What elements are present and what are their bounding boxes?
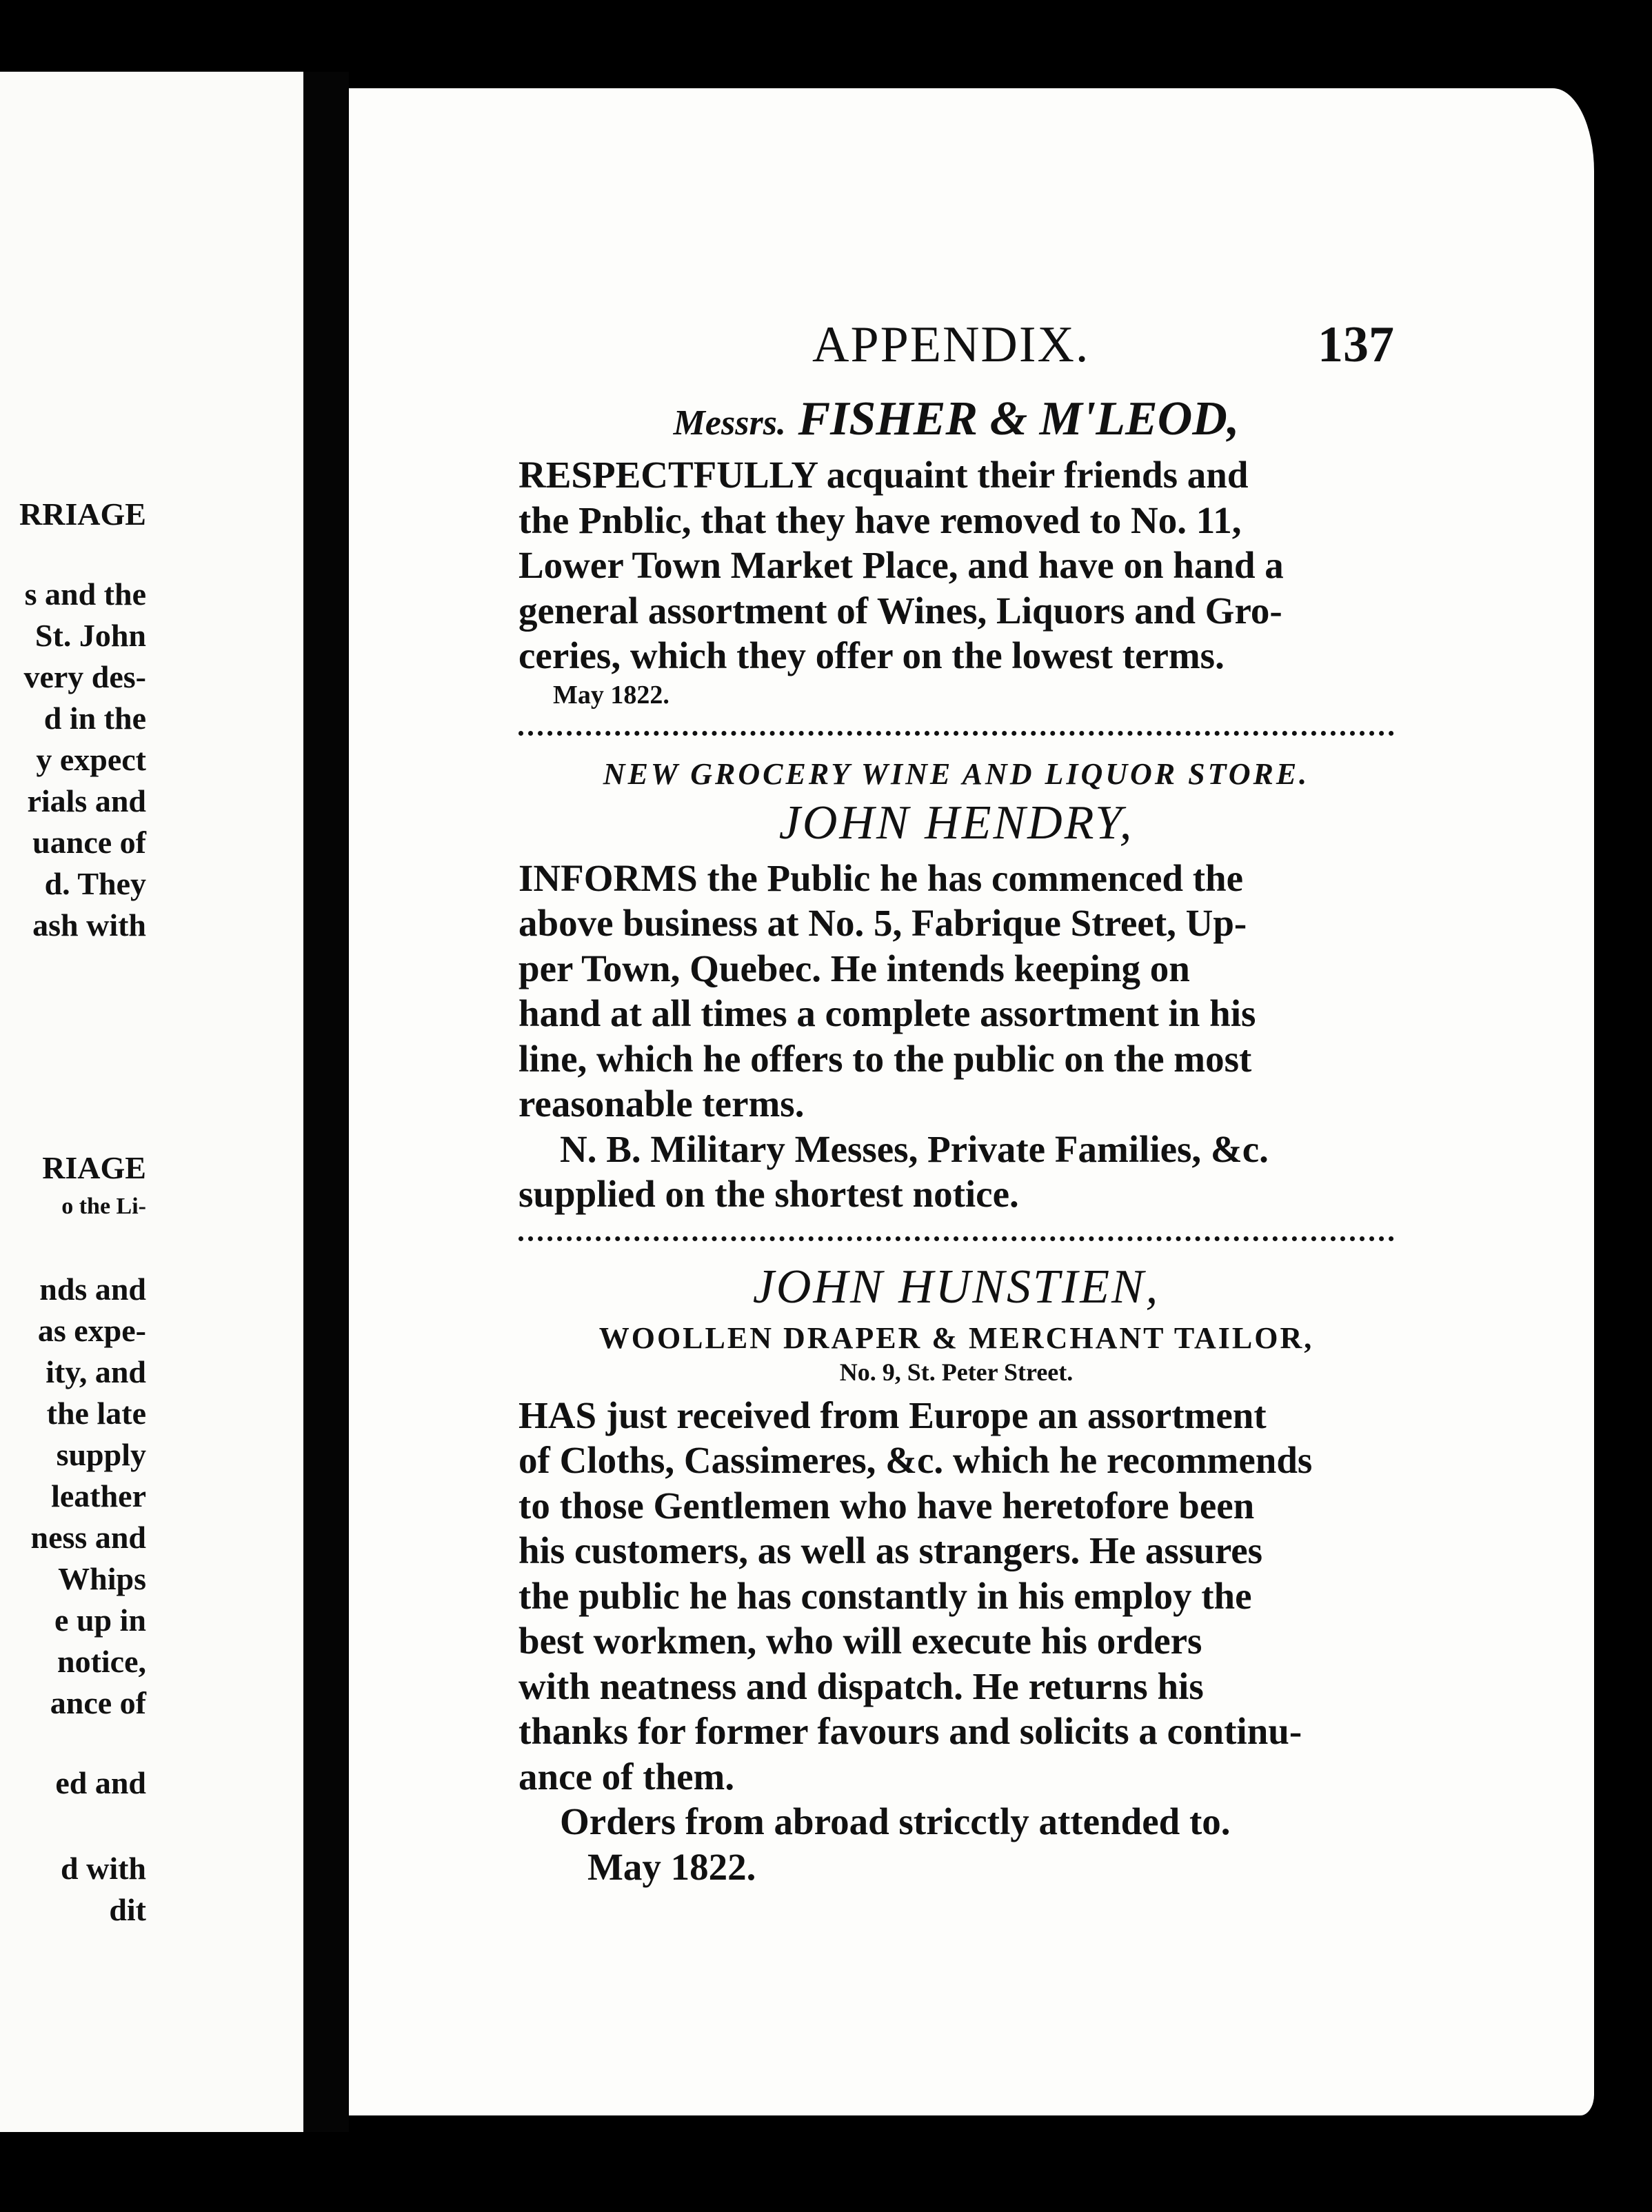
left-text-line: ance of [50, 1685, 146, 1720]
advertisement-body [518, 1393, 1394, 1800]
left-text-line: d in the [43, 701, 146, 736]
text-line: best workmen, who will execute his orders [518, 1620, 1202, 1662]
left-text-line: dit [109, 1892, 146, 1927]
page-header [518, 303, 1394, 386]
text-line: general assortment of Wines, Liquors and Gro- [518, 589, 1282, 632]
left-text-line: the late [46, 1396, 146, 1431]
left-text-line: RIAGE [42, 1150, 146, 1185]
left-text-line: supply [56, 1437, 146, 1472]
running-head: APPENDIX. [812, 316, 1090, 373]
text-line: INFORMS the Public he has commenced the [518, 856, 1244, 899]
left-text-line: very des- [23, 659, 146, 694]
left-page-fragment [0, 72, 305, 2132]
left-text-line: ed and [55, 1765, 146, 1800]
firm-prefix: Messrs. [673, 403, 786, 443]
left-text-line: d with [61, 1851, 146, 1886]
left-text-line: ness and [30, 1520, 146, 1555]
advertisement-date: May 1822. [587, 1846, 756, 1888]
left-text-line: rials and [27, 783, 146, 818]
page-content [518, 303, 1394, 1890]
firm-heading [518, 390, 1394, 452]
page-number: 137 [1318, 316, 1394, 373]
dotted-rule [518, 731, 1394, 736]
text-line: ceries, which they offer on the lowest terms. [518, 634, 1225, 676]
text-line: the public he has constantly in his employ the [518, 1574, 1252, 1617]
left-text-line: as expe- [37, 1313, 146, 1348]
text-line: reasonable terms. [518, 1083, 805, 1125]
merchant-name: JOHN HUNSTIEN, [752, 1260, 1160, 1314]
left-text-line: Whips [58, 1561, 146, 1596]
left-text-line: s and the [24, 576, 146, 612]
left-text-line: leather [51, 1478, 146, 1514]
text-line: hand at all times a complete assortment in his [518, 992, 1256, 1034]
left-text-line: ity, and [46, 1354, 146, 1389]
firm-name: FISHER & M'LEOD, [798, 392, 1240, 445]
left-text-line: RRIAGE [19, 496, 146, 532]
left-text-line: uance of [32, 825, 146, 860]
text-line: ance of them. [518, 1755, 735, 1798]
text-line: his customers, as well as strangers. He assures [518, 1529, 1263, 1571]
text-line: line, which he offers to the public on the most [518, 1037, 1252, 1080]
merchant-trade: WOOLLEN DRAPER & MERCHANT TAILOR, [598, 1320, 1314, 1355]
merchant-address: No. 9, St. Peter Street. [839, 1358, 1074, 1386]
text-line: supplied on the shortest notice. [518, 1173, 1019, 1215]
dotted-rule [518, 1236, 1394, 1241]
text-line: of Cloths, Cassimeres, &c. which he recommends [518, 1439, 1313, 1481]
left-text-line: y expect [36, 742, 146, 777]
book-gutter [303, 72, 349, 2132]
text-line: to those Gentlemen who have heretofore been [518, 1484, 1255, 1527]
text-line: with neatness and dispatch. He returns his [518, 1665, 1204, 1707]
advertisement-body [518, 452, 1394, 678]
shop-title: NEW GROCERY WINE AND LIQUOR STORE. [603, 756, 1310, 791]
text-line: N. B. Military Messes, Private Families, &c. [560, 1127, 1269, 1170]
text-line: RESPECTFULLY acquaint their friends and [518, 454, 1249, 496]
left-text-line: o the Li- [61, 1194, 146, 1219]
left-text-line: d. They [44, 866, 146, 901]
left-text-line: notice, [57, 1644, 146, 1679]
left-text-line: e up in [54, 1602, 146, 1638]
text-line: thanks for former favours and solicits a continu- [518, 1710, 1302, 1752]
left-text-line: nds and [39, 1271, 146, 1307]
left-text-line: St. John [34, 618, 146, 653]
text-line: the Pnblic, that they have removed to No. 11, [518, 499, 1242, 541]
text-line: above business at No. 5, Fabrique Street, Up- [518, 902, 1247, 944]
text-line: Lower Town Market Place, and have on hand a [518, 544, 1284, 586]
text-line: per Town, Quebec. He intends keeping on [518, 947, 1190, 989]
orders-note: Orders from abroad stricctly attended to. [560, 1800, 1231, 1842]
text-line: HAS just received from Europe an assortment [518, 1394, 1267, 1436]
advertisement-date: May 1822. [553, 680, 669, 710]
merchant-name: JOHN HENDRY, [778, 796, 1134, 849]
advertisement-body [518, 856, 1394, 1217]
left-text-line: ash with [32, 907, 146, 943]
